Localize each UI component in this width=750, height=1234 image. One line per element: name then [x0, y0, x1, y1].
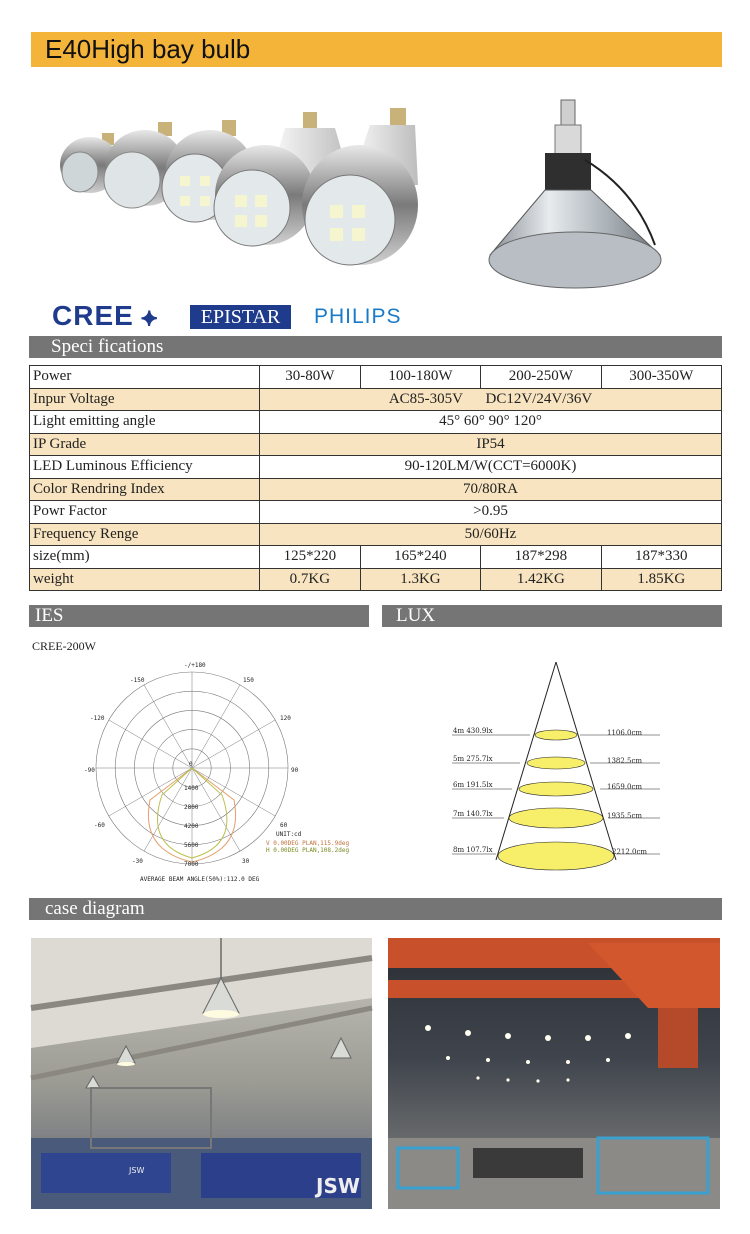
angle-label: -90	[84, 767, 95, 774]
table-row	[30, 523, 722, 546]
angle-label: -60	[94, 822, 105, 829]
ies-title: IES	[35, 605, 64, 626]
radial-label: 5600	[184, 842, 199, 849]
weight-value: 0.7KG	[260, 568, 361, 591]
unit-label: UNIT:cd	[276, 831, 302, 838]
table-row	[30, 546, 722, 569]
angle-label: 150	[243, 677, 254, 684]
size-value: 165*240	[360, 546, 480, 569]
case-photo-warehouse	[388, 938, 720, 1209]
lux-left-label: 6m 191.5lx	[453, 781, 493, 789]
lux-right-label: 1935.5cm	[607, 812, 643, 820]
power-label: Power	[30, 366, 260, 389]
weight-value: 1.42KG	[481, 568, 601, 591]
weight-value: 1.3KG	[360, 568, 480, 591]
efficiency-label: LED Luminous Efficiency	[30, 456, 260, 479]
ies-header	[29, 605, 369, 627]
polar-spoke	[109, 768, 192, 816]
weight-label: weight	[30, 568, 260, 591]
pf-label: Powr Factor	[30, 501, 260, 524]
ip-value: IP54	[260, 433, 722, 456]
ip-label: IP Grade	[30, 433, 260, 456]
case-diagram-header	[29, 898, 722, 920]
weight-value: 1.85KG	[601, 568, 721, 591]
freq-label: Frequency Renge	[30, 523, 260, 546]
size-value: 187*298	[481, 546, 601, 569]
angle-label: 30	[242, 858, 250, 865]
case-photo-factory	[31, 938, 372, 1209]
polar-spoke	[109, 720, 192, 768]
specifications-title: Speci fications	[51, 336, 164, 357]
pf-value: >0.95	[260, 501, 722, 524]
table-row	[30, 366, 722, 389]
radial-label: 4200	[184, 823, 199, 830]
lux-left-label: 4m 430.9lx	[453, 727, 493, 735]
size-label: size(mm)	[30, 546, 260, 569]
lux-title: LUX	[396, 605, 436, 626]
angle-label: 60	[280, 822, 288, 829]
spec-table	[29, 365, 722, 591]
power-value: 30-80W	[260, 366, 361, 389]
lux-right-label: 1106.0cm	[607, 729, 643, 737]
table-row	[30, 456, 722, 479]
philips-logo: PHILIPS	[314, 305, 402, 328]
lux-left-label: 5m 275.7lx	[453, 755, 493, 763]
voltage-label: Inpur Voltage	[30, 388, 260, 411]
voltage-value: AC85-305V DC12V/24V/36V	[260, 388, 722, 411]
angle-label: Light emitting angle	[30, 411, 260, 434]
power-value: 200-250W	[481, 366, 601, 389]
title-bar	[31, 32, 722, 67]
lux-cone-diagram	[450, 660, 690, 880]
legend-v: V 0.00DEG PLAN,115.9deg	[266, 840, 350, 847]
lux-right-label: 1659.0cm	[607, 783, 643, 791]
table-row	[30, 501, 722, 524]
lux-right-label: 2212.0cm	[612, 848, 648, 856]
angle-label: -150	[130, 677, 145, 684]
high-bay-lamp-image	[485, 95, 665, 300]
angle-label: -30	[132, 858, 143, 865]
lux-left-label: 7m 140.7lx	[453, 810, 493, 818]
epistar-logo: EPISTAR	[190, 305, 291, 329]
page-title: E40High bay bulb	[45, 34, 251, 64]
ies-polar-diagram	[80, 660, 350, 890]
power-value: 100-180W	[360, 366, 480, 389]
angle-label: -/+180	[184, 662, 206, 669]
polar-spoke	[192, 685, 240, 768]
machine-sign-small: JSW	[129, 1166, 145, 1175]
power-value: 300-350W	[601, 366, 721, 389]
table-row	[30, 478, 722, 501]
table-row	[30, 411, 722, 434]
angle-value: 45° 60° 90° 120°	[260, 411, 722, 434]
angle-label: 90	[291, 767, 299, 774]
lux-right-label: 1382.5cm	[607, 757, 643, 765]
bulb-group-image	[50, 100, 420, 280]
cree-logo: CREE ⯌	[52, 300, 160, 331]
legend-h: H 0.00DEG PLAN,108.2deg	[266, 847, 350, 854]
polar-spoke	[144, 685, 192, 768]
lux-header	[382, 605, 722, 627]
efficiency-value: 90-120LM/W(CCT=6000K)	[260, 456, 722, 479]
machine-sign: JSW	[316, 1174, 360, 1198]
polar-spoke	[192, 768, 240, 851]
angle-label: 120	[280, 715, 291, 722]
polar-spoke	[192, 720, 275, 768]
lux-left-label: 8m 107.7lx	[453, 846, 493, 854]
polar-spoke	[192, 768, 275, 816]
size-value: 125*220	[260, 546, 361, 569]
angle-label: -120	[90, 715, 105, 722]
radial-label: 2800	[184, 804, 199, 811]
case-diagram-title: case diagram	[45, 898, 145, 919]
angle-label: 0	[189, 761, 193, 768]
table-row	[30, 388, 722, 411]
beam-angle-footer: AVERAGE BEAM ANGLE(50%):112.0 DEG	[140, 876, 260, 883]
radial-label: 1400	[184, 785, 199, 792]
radial-label: 7000	[184, 861, 199, 868]
table-row	[30, 433, 722, 456]
freq-value: 50/60Hz	[260, 523, 722, 546]
cri-label: Color Rendring Index	[30, 478, 260, 501]
specifications-header	[29, 336, 722, 358]
size-value: 187*330	[601, 546, 721, 569]
ies-caption: CREE-200W	[32, 639, 96, 653]
table-row	[30, 568, 722, 591]
cri-value: 70/80RA	[260, 478, 722, 501]
